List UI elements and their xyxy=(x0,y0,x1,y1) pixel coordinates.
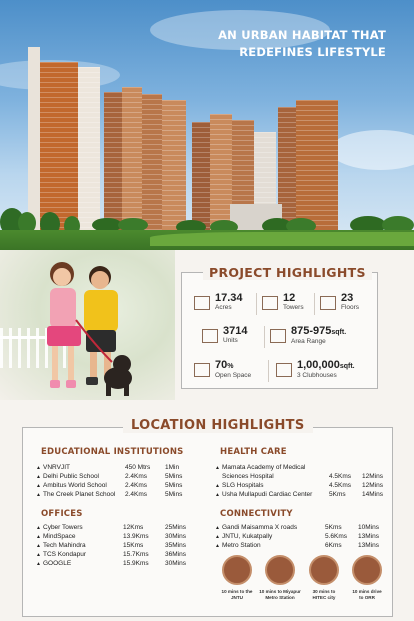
road-junction-icon xyxy=(352,555,382,585)
place-name: Sciences Hospital xyxy=(222,473,274,480)
stat-number: 1,00,000 xyxy=(297,359,340,371)
place-name: Delhi Public School xyxy=(43,473,100,480)
badge-label-line: 10 mins drive xyxy=(352,589,382,594)
time: 13Mins xyxy=(358,542,379,549)
list-item xyxy=(215,482,383,490)
open-space-icon xyxy=(194,363,210,377)
place-name: Usha Mullapudi Cardiac Center xyxy=(222,491,313,498)
time: 25Mins xyxy=(165,524,186,531)
stat-acres xyxy=(194,293,243,312)
connectivity-title: CONNECTIVITY xyxy=(220,509,293,519)
list-item xyxy=(36,524,186,532)
bullet: ▲ xyxy=(215,543,220,549)
stat-label: Acres xyxy=(215,304,232,311)
list-item xyxy=(215,491,383,499)
stat-area-range xyxy=(270,326,346,346)
project-highlights-title: PROJECT HIGHLIGHTS xyxy=(209,265,366,280)
stat-value xyxy=(297,360,355,372)
clubhouse-icon xyxy=(276,363,292,377)
list-item xyxy=(215,542,379,550)
bullet: ▲ xyxy=(36,525,41,531)
education-title: EDUCATIONAL INSTITUTIONS xyxy=(41,447,184,457)
stat-value: 17.34 xyxy=(215,292,243,304)
stat-open-space xyxy=(194,360,251,380)
time: 5Mins xyxy=(165,491,183,498)
list-item xyxy=(215,533,379,541)
time: 5Mins xyxy=(165,473,183,480)
list-item xyxy=(36,473,183,481)
distance: 450 Mtrs xyxy=(125,464,151,471)
floors-icon xyxy=(320,296,336,310)
time: 35Mins xyxy=(165,542,186,549)
badge-label-line: 10 mins to the xyxy=(221,589,253,594)
place-name: Metro Station xyxy=(222,542,261,549)
project-highlights-card xyxy=(181,265,378,389)
distance: 5Kms xyxy=(329,491,346,498)
area-icon xyxy=(194,296,210,310)
bullet: ▲ xyxy=(215,483,220,489)
divider xyxy=(268,360,269,382)
time: 30Mins xyxy=(165,533,186,540)
stat-value: 12 xyxy=(283,292,296,304)
headline-line-2: REDEFINES LIFESTYLE xyxy=(239,45,386,59)
bullet: ▲ xyxy=(215,465,220,471)
distance: 2.4Kms xyxy=(125,473,148,480)
distance: 2.4Kms xyxy=(125,491,148,498)
badge-label-line: HITEC city xyxy=(312,594,336,600)
bullet: ▲ xyxy=(36,534,41,540)
bullet: ▲ xyxy=(215,534,220,540)
divider xyxy=(256,293,257,315)
area-range-icon xyxy=(270,329,286,343)
distance: 13.9Kms xyxy=(123,533,149,540)
time: 10Mins xyxy=(358,524,379,531)
bullet: ▲ xyxy=(36,561,41,567)
city-icon xyxy=(309,555,339,585)
time: 36Mins xyxy=(165,551,186,558)
stat-unit: sqft. xyxy=(331,329,347,336)
health-care-title: HEALTH CARE xyxy=(220,447,287,457)
stat-number: 875-975 xyxy=(291,325,332,337)
badge-label-line: Metro Station xyxy=(265,594,295,600)
stat-unit: sqft. xyxy=(339,363,355,370)
list-item xyxy=(36,560,186,568)
distance: 12Kms xyxy=(123,524,144,531)
distance: 4.5Kms xyxy=(329,473,352,480)
building-tower xyxy=(28,47,40,232)
list-item xyxy=(222,473,383,481)
time: 12Mins xyxy=(362,482,383,489)
badge-label-line: 10 mins to Miyapur xyxy=(259,589,301,594)
stat-floors xyxy=(320,293,359,312)
place-name: Cyber Towers xyxy=(43,524,83,531)
badge-label-line: JNTU xyxy=(231,594,243,600)
stat-unit: % xyxy=(227,363,234,370)
list-item xyxy=(36,482,183,490)
divider xyxy=(314,293,315,315)
hero-banner xyxy=(0,0,414,250)
bullet: ▲ xyxy=(36,474,41,480)
stat-towers xyxy=(262,293,304,312)
stat-label: Units xyxy=(223,337,238,344)
bullet: ▲ xyxy=(36,543,41,549)
place-name: Gandi Maisamma X roads xyxy=(222,524,298,531)
distance: 2.4Kms xyxy=(125,482,148,489)
distance: 4.5Kms xyxy=(329,482,352,489)
project-highlights-title-wrap xyxy=(203,265,372,280)
time: 14Mins xyxy=(362,491,383,498)
bullet: ▲ xyxy=(36,552,41,558)
place-name: The Creek Planet School xyxy=(43,491,116,498)
stat-units xyxy=(202,326,247,345)
place-name: TCS Kondapur xyxy=(43,551,86,558)
place-name: SLG Hospitals xyxy=(222,482,264,489)
location-highlights-card xyxy=(22,418,393,617)
badge-label-line: 30 mins to xyxy=(312,589,336,594)
units-icon xyxy=(202,329,218,343)
list-item xyxy=(215,464,306,472)
bullet: ▲ xyxy=(215,492,220,498)
lawn xyxy=(150,232,414,246)
stat-value: 23 xyxy=(341,292,354,304)
badge-label xyxy=(341,589,393,600)
stat-label: 3 Clubhouses xyxy=(297,372,337,379)
stat-clubhouses xyxy=(276,360,355,380)
distance: 5Kms xyxy=(325,524,342,531)
place-name: VNRVJIT xyxy=(43,464,70,471)
bullet: ▲ xyxy=(215,525,220,531)
towers-icon xyxy=(262,296,278,310)
place-name: Mamata Academy of Medical xyxy=(222,464,306,471)
list-item xyxy=(36,491,183,499)
bullet: ▲ xyxy=(36,483,41,489)
university-icon xyxy=(222,555,252,585)
time: 12Mins xyxy=(362,473,383,480)
list-item xyxy=(215,524,379,532)
list-item xyxy=(36,464,180,472)
metro-train-icon xyxy=(265,555,295,585)
distance: 6Kms xyxy=(325,542,342,549)
list-item xyxy=(36,533,186,541)
distance: 5.6Kms xyxy=(325,533,348,540)
bullet: ▲ xyxy=(36,465,41,471)
distance: 15Kms xyxy=(123,542,144,549)
stat-value xyxy=(291,326,346,338)
stat-label: Floors xyxy=(341,304,360,311)
stat-label: Area Range xyxy=(291,338,326,345)
list-item xyxy=(36,542,186,550)
stat-number: 70 xyxy=(215,359,228,371)
distance: 15.7Kms xyxy=(123,551,149,558)
time: 5Mins xyxy=(165,482,183,489)
location-highlights-title: LOCATION HIGHLIGHTS xyxy=(131,418,305,433)
headline-line-1: AN URBAN HABITAT THAT xyxy=(218,28,386,42)
time: 1Min xyxy=(165,464,180,471)
kids-illustration xyxy=(0,250,175,400)
badge-label-line: to ORR xyxy=(359,594,375,600)
place-name: GOOGLE xyxy=(43,560,72,567)
place-name: MindSpace xyxy=(43,533,76,540)
distance: 15.9Kms xyxy=(123,560,149,567)
offices-title: OFFICES xyxy=(41,509,83,519)
kids-photo xyxy=(0,250,175,400)
divider xyxy=(264,326,265,348)
stat-label: Open Space xyxy=(215,372,252,379)
stat-label: Towers xyxy=(283,304,304,311)
cloud xyxy=(330,130,414,170)
place-name: Tech Mahindra xyxy=(43,542,86,549)
stat-value: 3714 xyxy=(223,325,248,337)
list-item xyxy=(36,551,186,559)
headline xyxy=(218,27,386,61)
place-name: Ambitus World School xyxy=(43,482,107,489)
time: 30Mins xyxy=(165,560,186,567)
bullet: ▲ xyxy=(36,492,41,498)
stat-value xyxy=(215,360,251,372)
time: 13Mins xyxy=(358,533,379,540)
location-highlights-title-wrap xyxy=(123,418,313,433)
place-name: JNTU, Kukatpally xyxy=(222,533,273,540)
